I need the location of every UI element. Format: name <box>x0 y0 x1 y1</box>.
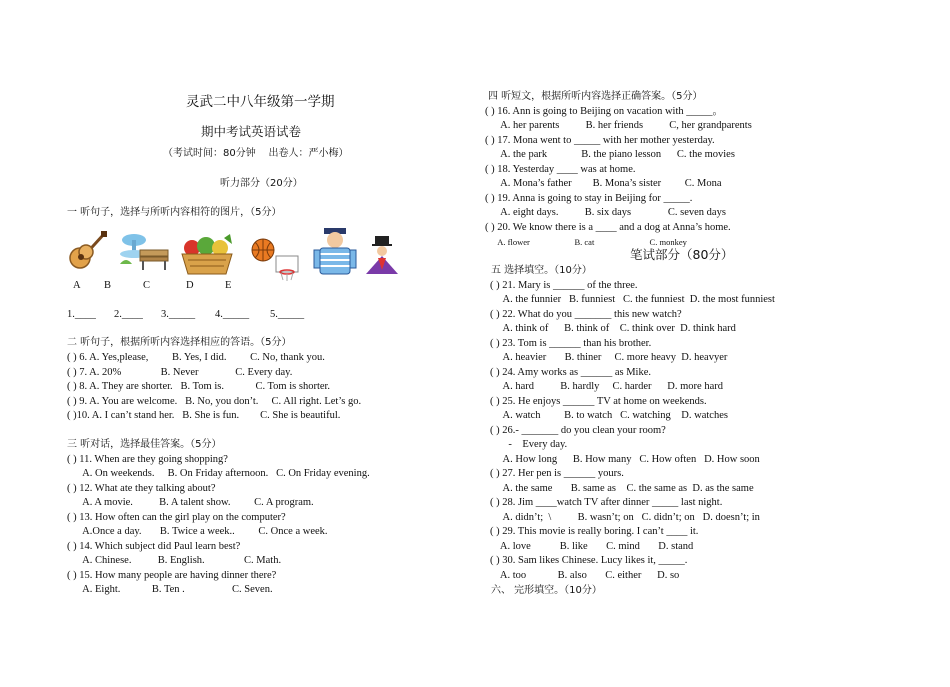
question-line: ( ) 29. This movie is really boring. I can’t ____ it. <box>490 526 699 537</box>
question-line: ( ) 13. How often can the girl play on the computer? <box>67 512 286 523</box>
question-line: ( ) 6. A. Yes,please, B. Yes, I did. C. No, thank you. <box>67 352 325 363</box>
options-line: A. eight days. B. six days C. seven days <box>485 207 726 218</box>
answer-blank-2[interactable]: 2.____ <box>114 309 143 320</box>
section5-heading: 五 选择填空。（10分） <box>491 265 592 276</box>
options-line: A. the funnier B. funniest C. the funniest D. the most funniest <box>490 294 775 305</box>
question-line: ( ) 12. What ate they talking about? <box>67 483 216 494</box>
dialogue-line: - Every day. <box>490 439 568 450</box>
options-line: A. think of B. think of C. think over D. think hard <box>490 323 736 334</box>
question-line: ( ) 16. Ann is going to Beijing on vacation with _____。 <box>485 106 723 117</box>
options-line: A.Once a day. B. Twice a week.. C. Once a week. <box>67 526 328 537</box>
written-part-title: 笔试部分（80分） <box>630 247 734 262</box>
section2-heading: 二 听句子，根据所听内容选择相应的答语。（5分） <box>67 337 292 348</box>
question-line: ( ) 18. Yesterday ____ was at home. <box>485 164 636 175</box>
picture-letter-d: D <box>186 280 194 291</box>
picture-letter-e: E <box>225 280 232 291</box>
question-line: ( ) 19. Anna is going to stay in Beijing for _____. <box>485 193 693 204</box>
options-line: A. too B. also C. either D. so <box>490 570 680 581</box>
question-line: ( ) 14. Which subject did Paul learn best? <box>67 541 241 552</box>
picture-letter-a: A <box>73 280 81 291</box>
picture-letter-c: C <box>143 280 151 291</box>
question-line: ( ) 30. Sam likes Chinese. Lucy likes it, _____. <box>490 555 688 566</box>
options-line: A. heavier B. thiner C. more heavy D. heavyer <box>490 352 728 363</box>
options-line: A. On weekends. B. On Friday afternoon. C. On Friday evening. <box>67 468 370 479</box>
question-line: ( ) 7. A. 20% B. Never C. Every day. <box>67 367 293 378</box>
options-line: A. Mona’s father B. Mona’s sister C. Mona <box>485 178 722 189</box>
options-line: A. didn’t; \ B. wasn’t; on C. didn’t; on D. doesn’t; in <box>490 512 760 523</box>
section4-heading: 四 听短文，根据所听内容选择正确答案。（5分） <box>488 91 703 102</box>
answer-blank-3[interactable]: 3._____ <box>161 309 196 320</box>
guitar-icon <box>66 228 110 272</box>
options-line: A. the park B. the piano lesson C. the movies <box>485 149 735 160</box>
options-line: A. How long B. How many C. How often D. How soon <box>490 454 760 465</box>
section3-heading: 三 听对话，选择最佳答案。（5分） <box>67 439 222 450</box>
question-line: ( ) 26.- _______ do you clean your room? <box>490 425 666 436</box>
question-line: ( ) 24. Amy works as ______ as Mike. <box>490 367 651 378</box>
answer-blank-1[interactable]: 1.____ <box>67 309 96 320</box>
magician-icon <box>364 236 400 278</box>
exam-info: （考试时间：80分钟 出卷人：严小梅） <box>163 148 349 159</box>
question-line: ( ) 22. What do you _______ this new watch? <box>490 309 682 320</box>
question-line: ( ) 20. We know there is a ____ and a dog at Anna’s home. <box>485 222 731 233</box>
options-line: A. Eight. B. Ten . C. Seven. <box>67 584 273 595</box>
question-line: ( ) 8. A. They are shorter. B. Tom is. C. Tom is shorter. <box>67 381 331 392</box>
question-line: ( ) 9. A. You are welcome. B. No, you don’t. C. All right. Let’s go. <box>67 396 362 407</box>
question-line: ( ) 11. When are they going shopping? <box>67 454 228 465</box>
section6-heading: 六、 完形填空。（10分） <box>491 585 602 596</box>
question-line: ( ) 27. Her pen is ______ yours. <box>490 468 624 479</box>
options-line: A. Chinese. B. English. C. Math. <box>67 555 282 566</box>
basketball-icon <box>250 236 300 282</box>
answer-blank-4[interactable]: 4._____ <box>215 309 250 320</box>
question-line: ( ) 17. Mona went to _____ with her mother yesterday. <box>485 135 715 146</box>
options-line: A. the same B. same as C. the same as D. as the same <box>490 483 754 494</box>
question-line: ( ) 15. How many people are having dinner there? <box>67 570 277 581</box>
question-line: ( ) 23. Tom is ______ than his brother. <box>490 338 652 349</box>
section1-heading: 一 听句子，选择与所听内容相符的图片，（5分） <box>67 207 282 218</box>
picture-letter-b: B <box>104 280 112 291</box>
options-line: A. flower B. cat C. monkey <box>485 237 687 247</box>
answer-blank-5[interactable]: 5._____ <box>270 309 305 320</box>
options-line: A. A movie. B. A talent show. C. A program. <box>67 497 314 508</box>
options-line: A. love B. like C. mind D. stand <box>490 541 694 552</box>
vegetable-basket-icon <box>178 234 236 276</box>
options-line: A. watch B. to watch C. watching D. watches <box>490 410 728 421</box>
question-line: ( )10. A. I can’t stand her. B. She is fun. C. She is beautiful. <box>67 410 341 421</box>
sailor-icon <box>312 226 360 278</box>
exam-subtitle: 期中考试英语试卷 <box>201 124 302 139</box>
options-line: A. hard B. hardly C. harder D. more hard <box>490 381 723 392</box>
options-line: A. her parents B. her friends C, her grandparents <box>485 120 752 131</box>
question-line: ( ) 28. Jim ____watch TV after dinner _____ last night. <box>490 497 723 508</box>
listening-part-title: 听力部分（20分） <box>220 178 303 189</box>
question-line: ( ) 25. He enjoys ______ TV at home on weekends. <box>490 396 707 407</box>
exam-title: 灵武二中八年级第一学期 <box>186 94 335 110</box>
park-bench-icon <box>116 230 172 272</box>
question-line: ( ) 21. Mary is ______ of the three. <box>490 280 638 291</box>
